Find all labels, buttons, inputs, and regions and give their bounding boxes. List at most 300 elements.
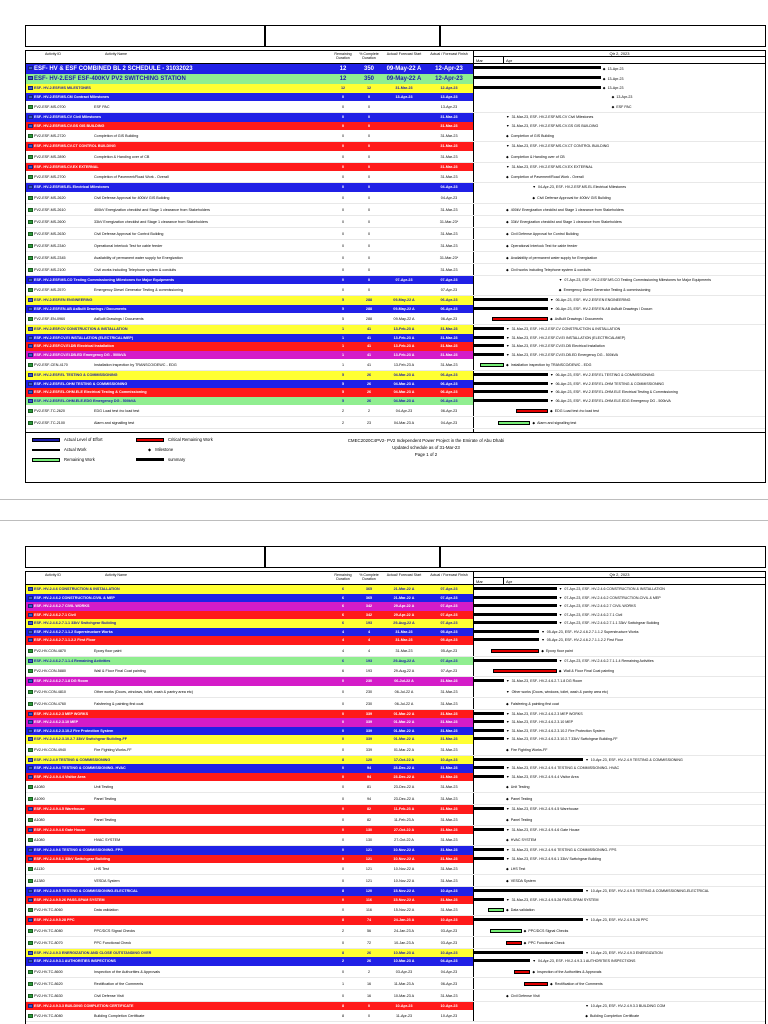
activity-row[interactable] (26, 252, 765, 264)
activity-name: Rectification of the Comments (94, 981, 144, 986)
critical-bar[interactable] (514, 970, 530, 974)
wbs-summary-row[interactable] (26, 727, 765, 736)
pct-complete: 0 (367, 288, 371, 292)
activity-id: PV2-HV-TC-8070 (34, 940, 63, 945)
summary-bar[interactable] (474, 630, 539, 633)
wbs-summary-row[interactable] (26, 64, 765, 74)
col-start-2: Actual/ Forecast Start (386, 573, 422, 577)
remaining-bar[interactable] (498, 421, 530, 425)
wbs-summary-row[interactable] (26, 397, 765, 406)
col-pct-complete-2: % Complete Duration (359, 573, 379, 581)
activity-id: PV2-ESF-MS-2630 (34, 231, 66, 236)
finish-date: 31-Mar-23 (440, 175, 458, 179)
summary-label: ▼ 10-Apr-23, ESF- HV-2.4.9.5 TESTING & COMMISSIONING-ELECTRICAL (585, 887, 709, 896)
wbs-summary-row[interactable] (26, 334, 765, 343)
summary-bar[interactable] (474, 66, 601, 69)
summary-label: ▼ 06-Apr-23, ESF- HV-2.ESF.EN.AB AsBuilt Drawings / Docum (550, 305, 652, 314)
gantt-lane (473, 284, 765, 295)
start-date: 10-Mar-23 A (393, 959, 415, 963)
activity-name: Completion & Handing over of CB (94, 154, 150, 159)
remaining-duration: 0 (341, 277, 345, 282)
pct-complete: 2 (367, 409, 371, 413)
remaining-duration: 5 (341, 398, 345, 403)
remaining-duration: 0 (341, 897, 345, 902)
summary-bar[interactable] (474, 298, 548, 301)
pct-complete: 0 (367, 1003, 371, 1008)
start-date: 13-Feb-23 A (393, 327, 415, 331)
remaining-duration: 6 (341, 621, 345, 625)
summary-bar[interactable] (474, 353, 504, 356)
activity-row[interactable] (26, 240, 765, 252)
activity-id: PV2-HV-TC-8630 (34, 993, 63, 998)
col-remaining-duration: Remaining Duration (334, 52, 352, 60)
summary-bar[interactable] (474, 587, 557, 590)
wbs-summary-row[interactable] (26, 380, 765, 389)
wbs-icon (28, 76, 33, 80)
finish-date: 07-Apr-23 (440, 587, 458, 591)
activity-row[interactable] (26, 645, 765, 657)
remaining-duration: 0 (341, 123, 345, 128)
start-date: 09-May-22 A (393, 298, 415, 302)
finish-date: 31-Mar-23 (440, 344, 458, 348)
summary-bar[interactable] (474, 621, 557, 624)
wbs-summary-row[interactable] (26, 594, 765, 603)
summary-label: ▼ Other works (Doors, windows, toilet, wash & pantry area etc) (506, 686, 608, 698)
summary-bar[interactable] (474, 720, 504, 723)
summary-bar[interactable] (474, 679, 504, 682)
summary-bar[interactable] (474, 918, 583, 921)
remaining-duration: 0 (341, 115, 345, 119)
activity-row[interactable] (26, 925, 765, 937)
wbs-name: ESF- HV-2.ESF.EN.AB AsBuilt Drawings / Documents (34, 306, 127, 311)
milestone-label: ◆ Unit Testing (506, 781, 529, 793)
finish-date: 07-Apr-23 (440, 604, 458, 608)
gantt-lane (473, 313, 765, 324)
gantt-lane (473, 359, 765, 370)
summary-bar[interactable] (474, 638, 539, 641)
remaining-duration: 6 (341, 604, 345, 608)
summary-bar[interactable] (474, 382, 548, 385)
summary-bar[interactable] (474, 828, 504, 831)
pct-complete: 16 (366, 993, 372, 998)
summary-bar[interactable] (474, 659, 557, 662)
critical-bar[interactable] (524, 982, 548, 986)
wbs-summary-row[interactable] (26, 805, 765, 814)
milestone-label: ◆ Epoxy floor paint (541, 645, 573, 657)
milestone-icon: ◆ (148, 447, 152, 452)
wbs-summary-row[interactable] (26, 325, 765, 334)
activity-icon (28, 208, 33, 212)
wbs-name: ESF- HV-2.4.9.4.5 Warehouse (34, 807, 85, 811)
summary-bar[interactable] (474, 766, 504, 769)
gantt-lane (473, 204, 765, 215)
wbs-icon (28, 95, 33, 99)
summary-label: ▼ 06-Apr-23, ESF- HV-2.ESF.EN ENGINEERING (550, 296, 630, 305)
activity-row[interactable] (26, 284, 765, 296)
activity-id: PV2-HV-CON-4870 (34, 648, 66, 653)
activity-row[interactable] (26, 937, 765, 949)
start-date: 17-Oct-22 A (393, 757, 415, 762)
critical-bar[interactable] (491, 649, 539, 653)
gantt-lane (473, 978, 765, 989)
column-header (26, 51, 765, 64)
summary-bar[interactable] (474, 336, 504, 339)
summary-label: ▼ 31-Mar-23, ESF- HV-2.4.9.5.26 PASS-SPAM SYSTEM (506, 896, 599, 905)
activity-id: A1080 (34, 785, 45, 789)
milestone-label: ◆ Rectification of the Comments (550, 978, 603, 990)
activity-row[interactable] (26, 990, 765, 1002)
activity-id: PV2-ESF-EN-0960 (34, 317, 66, 321)
activity-row[interactable] (26, 966, 765, 978)
col-remaining-duration-2: Remaining Duration (334, 573, 352, 581)
summary-bar[interactable] (474, 889, 583, 892)
summary-bar[interactable] (474, 712, 504, 715)
finish-date: 07-Apr-23 (440, 277, 458, 282)
remaining-bar[interactable] (490, 929, 522, 933)
wbs-summary-row[interactable] (26, 93, 765, 102)
start-date: 09-May-22 A (393, 306, 415, 311)
remaining-duration: 0 (341, 940, 345, 945)
activity-row[interactable] (26, 904, 765, 916)
activity-row[interactable] (26, 192, 765, 204)
start-date: 01-Mar-22 A (393, 737, 415, 741)
summary-bar[interactable] (474, 327, 504, 330)
summary-bar[interactable] (474, 307, 548, 310)
wbs-summary-row[interactable] (26, 371, 765, 380)
pct-complete: 0 (367, 123, 371, 128)
activity-row[interactable] (26, 863, 765, 875)
finish-date: 03-Apr-23 (440, 928, 458, 933)
critical-bar[interactable] (516, 409, 548, 413)
wbs-summary-row[interactable] (26, 855, 765, 864)
legend-remaining-work: Remaining Work (32, 457, 95, 463)
summary-bar[interactable] (474, 86, 601, 89)
summary-label: ▼ 31-Mar-23, ESF- HV-2.4.6.2.3.10.2.7 33kV Switchgear Building-FF (506, 735, 618, 744)
pct-complete: 0 (367, 195, 371, 200)
gantt-lane (473, 686, 765, 697)
activity-icon (28, 941, 33, 945)
pct-complete: 0 (367, 144, 371, 148)
activity-name: Completion of GIS Building (94, 134, 139, 138)
activity-icon (28, 134, 33, 138)
summary-bar[interactable] (474, 807, 504, 810)
wbs-summary-row[interactable] (26, 296, 765, 305)
start-date: 10-Apr-23 (395, 1003, 413, 1008)
activity-icon (28, 797, 33, 801)
wbs-summary-row[interactable] (26, 773, 765, 782)
gantt-lane (473, 252, 765, 263)
wbs-summary-row[interactable] (26, 756, 765, 765)
summary-bar[interactable] (474, 848, 504, 851)
finish-date: 06-Apr-23 (440, 398, 458, 403)
wbs-summary-row[interactable] (26, 602, 765, 611)
activity-row[interactable] (26, 698, 765, 710)
wbs-summary-row[interactable] (26, 122, 765, 131)
remaining-duration: 8 (341, 918, 345, 922)
wbs-summary-row[interactable] (26, 183, 765, 192)
summary-bar[interactable] (474, 729, 504, 732)
activity-name: Panel Testing (94, 797, 117, 801)
activity-icon (28, 1014, 33, 1018)
gantt-lane (473, 863, 765, 874)
summary-bar[interactable] (474, 344, 504, 347)
activity-name: Emergency Diesel Generator Testing & commissioning (94, 288, 184, 292)
wbs-summary-row[interactable] (26, 916, 765, 925)
summary-label: ▼ 06-Apr-23, ESF- HV-2.ESF.EL.OHM TESTING & COMMISSIONING (550, 380, 664, 389)
pct-complete: 230 (365, 701, 373, 706)
wbs-icon (28, 399, 33, 403)
activity-name: Other works (Doors, windows, toilet, wash & pantry area etc) (94, 689, 193, 694)
wbs-summary-row[interactable] (26, 1002, 765, 1011)
pct-complete: 193 (365, 621, 373, 625)
critical-bar[interactable] (492, 317, 548, 321)
activity-row[interactable] (26, 216, 765, 228)
activity-name: Epoxy floor paint (94, 648, 122, 653)
activity-id: PV2-ESF-MS-2100 (34, 267, 66, 272)
wbs-name: ESF- HV-2.4.9.5.26 PASS-SPAM SYSTEM (34, 897, 105, 902)
wbs-icon (28, 898, 33, 902)
activity-row[interactable] (26, 417, 765, 429)
milestone-label: ◆ Data validation (506, 904, 535, 916)
wbs-summary-row[interactable] (26, 611, 765, 620)
wbs-summary-row[interactable] (26, 305, 765, 314)
finish-date: 04-Apr-23 (440, 959, 458, 963)
remaining-duration: 6 (341, 587, 345, 591)
activity-icon (28, 970, 33, 974)
start-date: 29-Apr-22 A (393, 604, 415, 608)
wbs-summary-row[interactable] (26, 677, 765, 686)
gantt-lane (473, 122, 765, 131)
activity-row[interactable] (26, 665, 765, 677)
wbs-summary-row[interactable] (26, 74, 765, 84)
remaining-duration: 12 (340, 86, 346, 90)
wbs-summary-row[interactable] (26, 619, 765, 628)
col-finish: Actual / Forecast Finish (430, 52, 468, 56)
pct-complete: 0 (367, 207, 371, 212)
milestone-label: ◆ Completion of Pavement/Road Work - Overall (506, 171, 584, 183)
wbs-summary-row[interactable] (26, 342, 765, 351)
gantt-lane (473, 130, 765, 141)
summary-label: ▼ 31-Mar-23, ESF- HV-2.ESF.CV.EI.DB.ED Emergency DG - 500kVA (506, 351, 618, 360)
activity-icon (28, 690, 33, 694)
finish-date: 07-Apr-23 (440, 621, 458, 625)
activity-row[interactable] (26, 313, 765, 325)
start-date: 10-Nov-22 A (393, 848, 415, 852)
summary-label: ▼ 31-Mar-23, ESF- HV-2.4.9.4 TESTING & COMMISSIONING- HVAC (506, 764, 619, 773)
wbs-summary-row[interactable] (26, 636, 765, 645)
remaining-duration: 2 (341, 928, 345, 933)
activity-row[interactable] (26, 781, 765, 793)
gantt-lane (473, 334, 765, 343)
start-date: 10-Nov-22 A (393, 867, 415, 871)
pct-complete: 121 (365, 867, 373, 871)
start-date: 31-Mar-23 (395, 638, 413, 642)
schedule-page-1 (0, 0, 768, 500)
title-block-right-2 (440, 546, 766, 568)
remaining-duration: 0 (341, 267, 345, 272)
activity-row[interactable] (26, 151, 765, 163)
wbs-summary-row[interactable] (26, 735, 765, 744)
finish-date: 31-Mar-23* (439, 255, 459, 260)
wbs-icon (28, 621, 33, 625)
remaining-duration: 0 (341, 175, 345, 179)
remaining-bar[interactable] (488, 908, 504, 912)
remaining-duration: 5 (341, 306, 345, 311)
summary-bar[interactable] (474, 775, 504, 778)
activity-icon (28, 317, 33, 321)
wbs-icon (28, 185, 33, 189)
wbs-summary-row[interactable] (26, 826, 765, 835)
activity-row[interactable] (26, 204, 765, 216)
activity-icon (28, 409, 33, 413)
wbs-summary-row[interactable] (26, 949, 765, 958)
summary-bar[interactable] (474, 390, 548, 393)
activity-row[interactable] (26, 686, 765, 698)
summary-bar[interactable] (474, 758, 583, 761)
wbs-icon (28, 959, 33, 963)
summary-bar[interactable] (474, 596, 557, 599)
summary-bar[interactable] (474, 951, 583, 954)
gantt-lane (473, 744, 765, 755)
wbs-summary-row[interactable] (26, 718, 765, 727)
remaining-duration: 0 (341, 144, 345, 148)
activity-id: PV2-ESF-MS-2620 (34, 195, 66, 200)
finish-date: 07-Apr-23 (440, 658, 458, 663)
gantt-sheet-1 (25, 50, 766, 433)
pct-complete: 0 (367, 219, 371, 224)
activity-row[interactable] (26, 101, 765, 113)
wbs-summary-row[interactable] (26, 388, 765, 397)
activity-icon (28, 879, 33, 883)
finish-date: 31-Mar-23 (440, 838, 458, 842)
activity-id: A1080 (34, 838, 45, 842)
wbs-summary-row[interactable] (26, 896, 765, 905)
activity-row[interactable] (26, 978, 765, 990)
activity-row[interactable] (26, 793, 765, 805)
activity-row[interactable] (26, 1010, 765, 1022)
activity-name: 400kV Energization checklist and Stage 1 clearance from Stakeholders (94, 207, 211, 212)
activity-icon (28, 702, 33, 706)
finish-date: 31-Mar-23 (440, 335, 458, 340)
activity-row[interactable] (26, 875, 765, 887)
wbs-summary-row[interactable] (26, 142, 765, 151)
finish-date: 31-Mar-23 (440, 123, 458, 128)
summary-bar[interactable] (474, 76, 601, 79)
summary-bar[interactable] (474, 373, 548, 376)
activity-row[interactable] (26, 834, 765, 846)
critical-bar[interactable] (493, 669, 557, 673)
remaining-duration: 0 (341, 689, 345, 694)
remaining-duration: 0 (341, 807, 345, 811)
remaining-duration: 0 (341, 785, 345, 789)
finish-date: 31-Mar-23 (440, 867, 458, 871)
activity-row[interactable] (26, 405, 765, 417)
wbs-summary-row[interactable] (26, 84, 765, 93)
wbs-summary-row[interactable] (26, 957, 765, 966)
activity-id: PV2-HV-CON-4940 (34, 747, 66, 752)
activity-id: PV2-ESF-MS-2600 (34, 219, 66, 224)
pct-complete: 0 (367, 154, 371, 159)
wbs-summary-row[interactable] (26, 163, 765, 172)
summary-bar[interactable] (474, 613, 557, 616)
wbs-summary-row[interactable] (26, 764, 765, 773)
pct-complete: 230 (365, 679, 373, 683)
summary-bar[interactable] (474, 959, 530, 962)
gantt-lane (473, 84, 765, 93)
wbs-summary-row[interactable] (26, 585, 765, 594)
summary-bar[interactable] (474, 604, 557, 607)
pct-complete: 4 (367, 648, 371, 653)
activity-id: PV2-ESF-MS-2890 (34, 154, 66, 159)
activity-name: Alarm and signalling test (94, 421, 135, 425)
summary-label: ▼ 31-Mar-23, ESF- HV-2.ESF.CV.EI INSTALLATION (ELECTRICAL/MEP) (506, 334, 625, 343)
activity-row[interactable] (26, 228, 765, 240)
gantt-lane (473, 875, 765, 886)
summary-bar[interactable] (474, 857, 504, 860)
remaining-duration: 0 (341, 711, 345, 716)
gantt-lane (473, 990, 765, 1001)
wbs-summary-row[interactable] (26, 628, 765, 637)
title-block-left (25, 25, 265, 47)
remaining-duration: 0 (341, 219, 345, 224)
activity-icon (28, 669, 33, 673)
summary-label: ▼ 31-Mar-23, ESF- HV-2.ESF.MS.CV.CT CONTROL BUILDING (506, 142, 609, 151)
wbs-summary-row[interactable] (26, 276, 765, 285)
wbs-summary-row[interactable] (26, 351, 765, 360)
pct-complete: 193 (365, 658, 373, 663)
activity-row[interactable] (26, 264, 765, 276)
wbs-summary-row[interactable] (26, 887, 765, 896)
timescale-month-mar: Mar (474, 57, 504, 64)
wbs-name: ESF- HV-2.4.9.3.3 BUILDING COMPLETION CERTIFICATE (34, 1003, 134, 1008)
wbs-icon (28, 344, 33, 348)
activity-icon (28, 649, 33, 653)
start-date: 13-Apr-23 (395, 94, 413, 99)
col-start: Actual/ Forecast Start (386, 52, 422, 56)
start-date: 23-Dec-22 A (393, 766, 415, 770)
start-date: 24-Jan-23 A (394, 928, 414, 933)
activity-name: Civil Defense Approval for 400kV GIS Building (94, 195, 170, 200)
activity-row[interactable] (26, 814, 765, 826)
finish-date: 07-Apr-23 (440, 595, 458, 600)
start-date: 03-Apr-23 (395, 969, 413, 974)
summary-bar[interactable] (474, 399, 548, 402)
wbs-name: ESF- HV-2.4.6.2.7.1 Civil (34, 612, 76, 617)
activity-row[interactable] (26, 130, 765, 142)
activity-icon (28, 268, 33, 272)
start-date: 10-Mar-23 A (393, 993, 415, 998)
start-date: 10-Nov-22 A (393, 879, 415, 883)
activity-id: PV2-HV-TC-8060 (34, 908, 63, 912)
summary-bar[interactable] (474, 737, 504, 740)
summary-label: ▼ 31-Mar-23, ESF- HV-2.4.6.2.3.10.2 Fire Protection System (506, 727, 605, 736)
pct-complete: 56 (366, 928, 372, 933)
critical-bar[interactable] (506, 941, 522, 945)
summary-bar[interactable] (474, 898, 504, 901)
start-date: 24-Jan-23 A (393, 918, 415, 922)
wbs-summary-row[interactable] (26, 657, 765, 666)
remaining-bar[interactable] (480, 363, 504, 367)
activity-row[interactable] (26, 359, 765, 371)
activity-row[interactable] (26, 744, 765, 756)
activity-row[interactable] (26, 171, 765, 183)
activity-id: PV2-HV-CON-4810 (34, 689, 66, 694)
wbs-summary-row[interactable] (26, 846, 765, 855)
wbs-icon (28, 1004, 33, 1008)
wbs-summary-row[interactable] (26, 710, 765, 719)
wbs-summary-row[interactable] (26, 113, 765, 122)
remaining-duration: 0 (341, 701, 345, 706)
